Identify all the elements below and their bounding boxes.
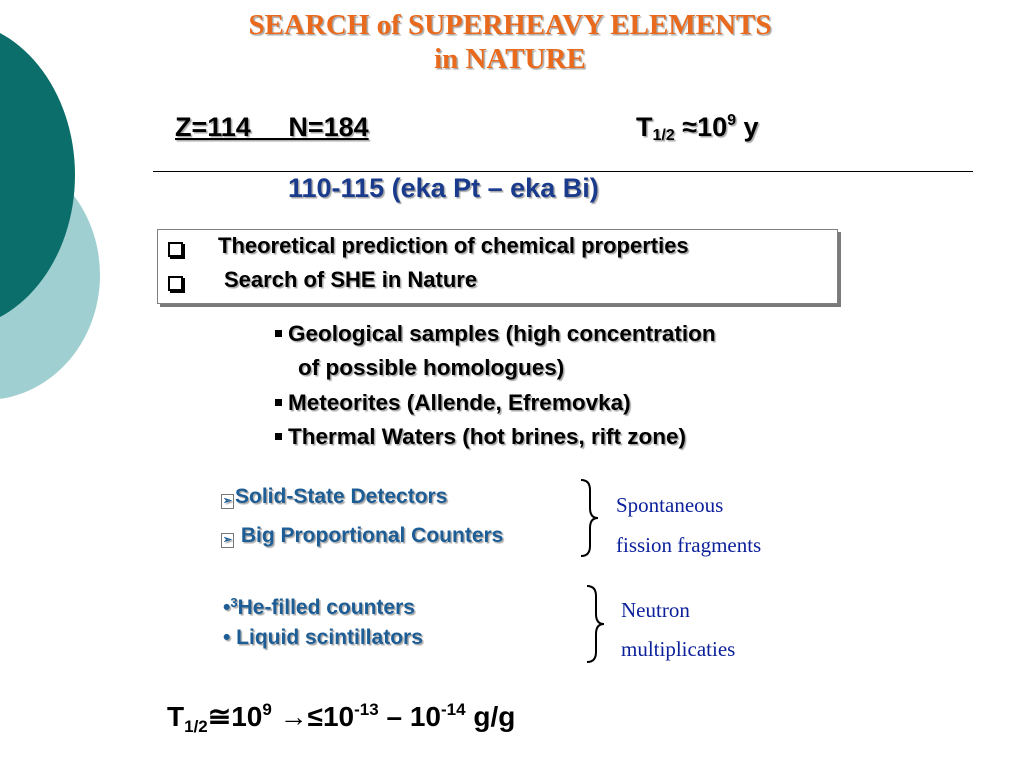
topic-label: Theoretical prediction of chemical properties — [218, 233, 689, 258]
sample-label: Geological samples (high concentration — [288, 321, 716, 346]
fission-brace — [578, 478, 602, 558]
title-line-2: in NATURE — [434, 43, 586, 75]
horizontal-divider — [153, 171, 973, 172]
brace-label-neutron: Neutron — [621, 598, 690, 622]
topics-box — [157, 229, 838, 304]
bullet: • — [223, 596, 231, 619]
neutron-brace — [584, 584, 608, 664]
brace-label-multiplicaties: multiplicaties — [621, 637, 736, 661]
square-bullet-icon — [275, 399, 282, 406]
slide-title — [180, 8, 840, 76]
formula-t: T — [167, 701, 185, 732]
z-n-values: Z=114 N=184 — [175, 112, 369, 142]
formula-approx: ≅10 — [207, 701, 263, 732]
half-life-approx: ≈10 — [674, 112, 728, 142]
element-range: 110-115 (eka Pt – eka Bi) — [288, 173, 599, 203]
brace-label-spontaneous: Spontaneous — [616, 493, 724, 517]
concentration-formula — [167, 700, 515, 737]
detector-label: Big Proportional Counters — [240, 524, 504, 547]
checkbox-icon — [168, 242, 183, 257]
formula-unit: g/g — [465, 701, 516, 732]
arrow-right-icon: ➢ — [222, 534, 233, 546]
arrow-right-icon: ➢ — [222, 495, 233, 507]
half-life-exp: 9 — [727, 112, 737, 129]
formula-exp3: -14 — [440, 700, 466, 719]
formula-sub: 1/2 — [184, 717, 208, 736]
half-life-sub: 1/2 — [652, 127, 675, 144]
topic-label: Search of SHE in Nature — [224, 267, 478, 292]
sample-item — [275, 424, 686, 450]
sample-label: Meteorites (Allende, Efremovka) — [288, 390, 631, 415]
formula-exp2: -13 — [354, 700, 379, 719]
title-line-1: SEARCH of SUPERHEAVY ELEMENTS — [248, 9, 772, 41]
formula-dash: – 10 — [378, 701, 441, 732]
detector-item — [221, 485, 447, 509]
detector-label: Solid-State Detectors — [235, 485, 448, 508]
half-life-t: T — [636, 112, 653, 142]
detector-item: • Liquid scintillators — [223, 626, 423, 649]
formula-arrow: →≤10 — [271, 701, 355, 732]
detector-item — [221, 524, 503, 548]
sample-item-continued: of possible homologues) — [298, 355, 565, 380]
sample-item — [275, 321, 716, 347]
checkbox-icon — [168, 276, 183, 291]
isotope-superscript: 3 — [230, 595, 238, 610]
sample-item — [275, 390, 631, 416]
half-life-unit: y — [736, 112, 759, 142]
sample-label: Thermal Waters (hot brines, rift zone) — [288, 424, 686, 449]
detector-label: He-filled counters — [237, 596, 415, 619]
square-bullet-icon — [275, 330, 282, 337]
brace-label-fission-fragments: fission fragments — [616, 533, 762, 557]
formula-exp1: 9 — [262, 700, 272, 719]
detector-item — [223, 595, 415, 620]
square-bullet-icon — [275, 433, 282, 440]
half-life — [636, 112, 759, 145]
